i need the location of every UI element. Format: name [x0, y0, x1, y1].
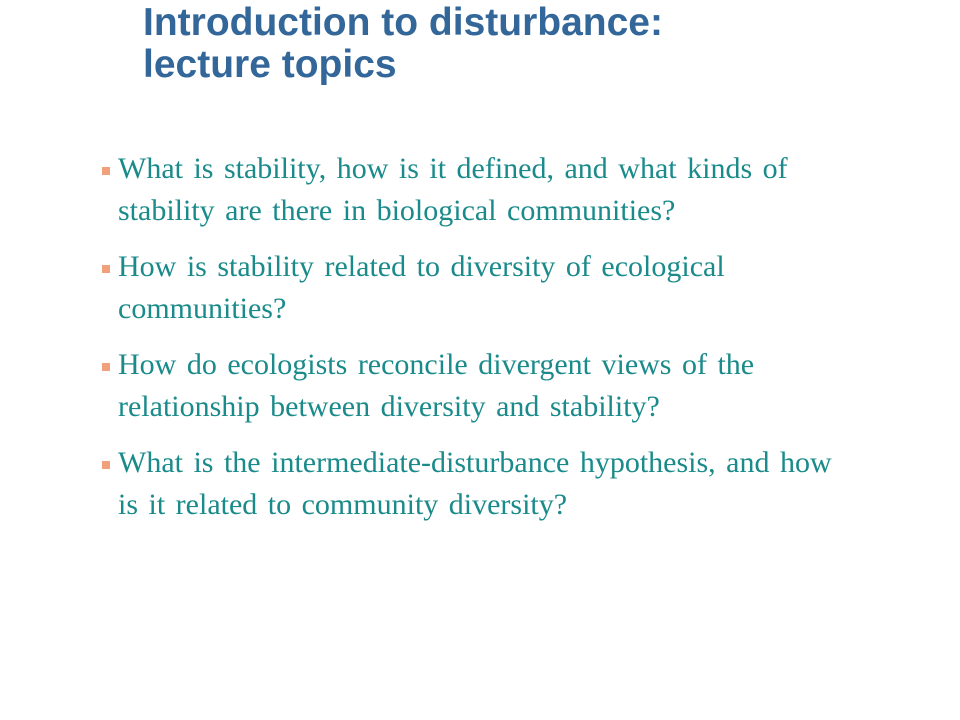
bullet-item: [106, 442, 846, 526]
square-bullet-icon: [102, 265, 110, 273]
slide-title-line-1: Introduction to disturbance:: [143, 1, 663, 44]
bullet-list: [106, 148, 846, 540]
square-bullet-icon: [102, 363, 110, 371]
bullet-text: What is stability, how is it defined, and what kinds of stability are there in biological communities?: [118, 152, 788, 227]
bullet-text: How is stability related to diversity of ecological communities?: [118, 250, 725, 325]
bullet-text: How do ecologists reconcile divergent views of the relationship between diversity and stability?: [118, 348, 755, 423]
square-bullet-icon: [102, 461, 110, 469]
slide-title: [143, 2, 923, 86]
bullet-item: [106, 148, 846, 232]
square-bullet-icon: [102, 167, 110, 175]
bullet-item: [106, 246, 846, 330]
bullet-item: [106, 344, 846, 428]
slide-title-line-2: lecture topics: [143, 43, 397, 86]
bullet-text: What is the intermediate-disturbance hypothesis, and how is it related to community diversity?: [118, 446, 832, 521]
